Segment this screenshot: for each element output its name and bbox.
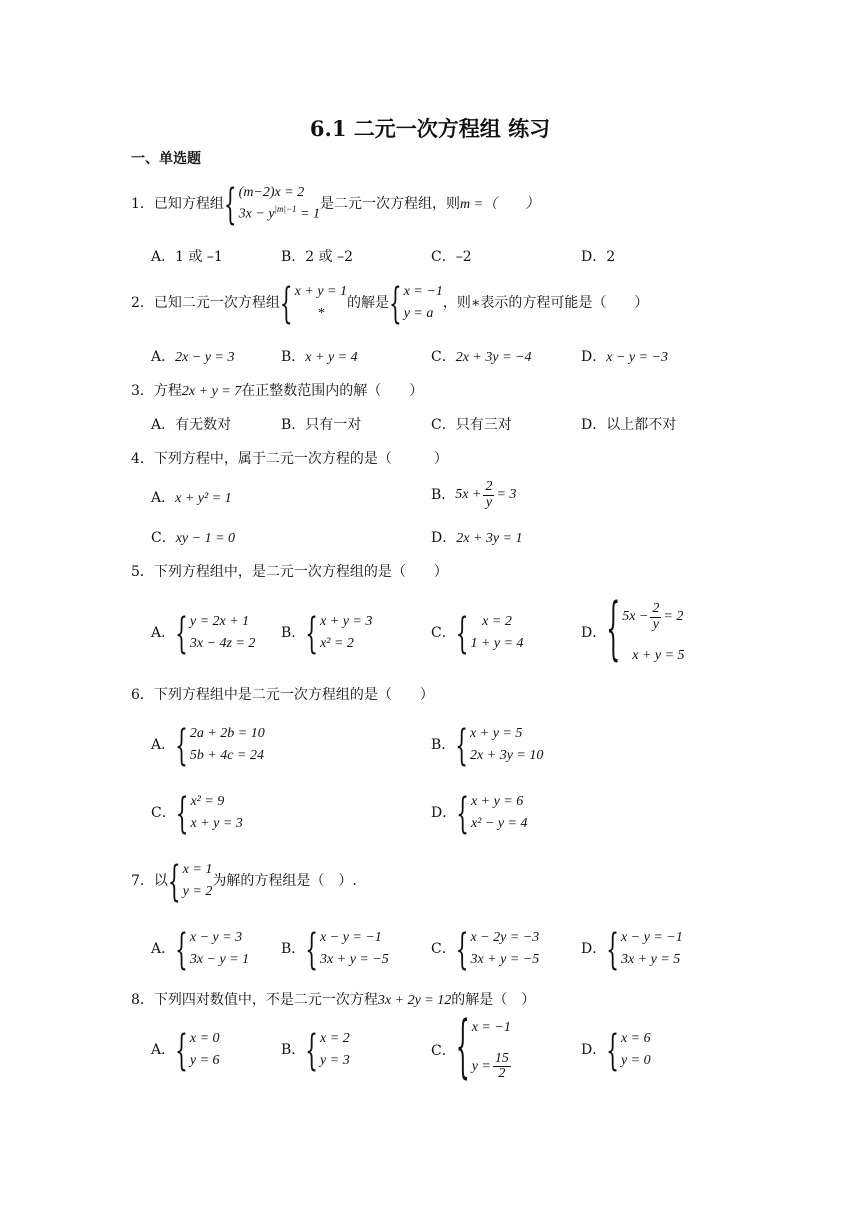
option-letter: A． (151, 941, 176, 957)
brace-icon: { (606, 1024, 619, 1076)
option-b[interactable] (281, 418, 361, 432)
question-text: ，则∗表示的方程可能是（ ） (442, 295, 649, 311)
inline-equation: 2x + y = 7 (181, 384, 242, 399)
system-line: x² = 9 (190, 794, 225, 809)
option-letter: A． (151, 625, 176, 641)
question-text: 是二元一次方程组，则 (320, 196, 461, 212)
option-letter: B． (281, 349, 306, 365)
option-letter: D． (431, 530, 457, 546)
equation-part: 5x − (622, 609, 649, 625)
system-line (472, 1052, 513, 1082)
solution-system (388, 277, 443, 329)
fraction-numerator: 15 (494, 1050, 509, 1066)
option-letter: D． (581, 349, 607, 365)
option-letter: C． (431, 1043, 456, 1059)
equation-system (175, 719, 265, 771)
option-letter: B． (281, 417, 306, 433)
question-number: 8． (131, 992, 154, 1008)
option-c[interactable] (431, 250, 472, 264)
question-number: 3． (131, 383, 154, 399)
system-line: x² = 2 (320, 635, 354, 651)
option-letter: A． (151, 737, 176, 753)
equation-system (606, 923, 683, 975)
option-letter: C． (151, 530, 176, 546)
system-line: 3x − 4z = 2 (189, 635, 256, 651)
option-a[interactable] (151, 350, 234, 365)
option-letter: C． (431, 417, 456, 433)
system-line: y = 0 (620, 1052, 651, 1068)
brace-icon: { (223, 178, 237, 230)
option-letter: A． (151, 490, 176, 506)
option-a[interactable] (151, 923, 250, 975)
system-line: x² − y = 4 (470, 815, 528, 831)
option-d[interactable] (581, 1024, 651, 1076)
option-letter: D． (581, 1042, 607, 1058)
brace-icon: { (388, 277, 402, 329)
option-d[interactable] (581, 418, 676, 432)
brace-icon: { (456, 787, 469, 839)
system-line: x = −1 (403, 284, 443, 299)
question-text: 下列方程组中是二元一次方程组的是（ ） (153, 687, 434, 703)
system-line: x = 0 (189, 1031, 220, 1046)
option-text: 有无数对 (175, 417, 232, 433)
equation-system (279, 277, 347, 329)
option-letter: A． (151, 417, 176, 433)
question-number: 1． (131, 196, 154, 212)
option-letter: A． (151, 1042, 176, 1058)
fraction (650, 602, 661, 632)
question-text: m =（ ） (460, 197, 540, 212)
option-letter: A． (151, 249, 176, 265)
question-text: 下列四对数值中，不是二元一次方程 (153, 992, 378, 1008)
question-text: 方程 (153, 383, 182, 399)
system-line: 3x + y = −5 (470, 951, 540, 967)
system-line: x + y = 5 (470, 726, 523, 741)
question-number: 4． (131, 451, 154, 467)
option-letter: C． (431, 625, 456, 641)
option-c[interactable] (431, 350, 532, 365)
option-d[interactable] (581, 592, 685, 671)
equation-system (455, 923, 540, 975)
system-line: 2a + 2b = 10 (189, 726, 265, 741)
option-b[interactable] (281, 250, 353, 264)
option-letter: C． (151, 805, 176, 821)
page-title: 6.1 二元一次方程组 练习 (309, 116, 551, 141)
option-c[interactable] (431, 607, 524, 659)
equation-system (305, 607, 373, 659)
option-text: 以上都不对 (606, 417, 677, 433)
equation-system (455, 607, 524, 659)
brace-icon: { (305, 1024, 319, 1076)
brace-icon: { (167, 855, 181, 907)
question-text: 下列方程组中，是二元一次方程组的是（ ） (153, 564, 448, 580)
brace-icon: { (279, 277, 293, 329)
option-letter: D． (431, 805, 457, 821)
system-line: 3x + y = 5 (620, 951, 681, 967)
equation-system (305, 923, 389, 975)
system-line: y = a (403, 305, 434, 321)
system-line: x = 1 (182, 862, 213, 877)
question-text: 在正整数范围内的解（ ） (241, 383, 424, 399)
system-line: y = 3 (320, 1052, 350, 1068)
brace-icon: { (455, 923, 469, 975)
option-text: = 3 (496, 487, 517, 503)
brace-icon: { (455, 607, 469, 659)
option-d[interactable] (431, 787, 528, 839)
brace-icon: { (305, 607, 319, 659)
option-text: x + y = 4 (305, 350, 358, 365)
system-line: x − 2y = −3 (470, 930, 540, 945)
option-b[interactable] (281, 607, 373, 659)
question-8 (131, 993, 535, 1008)
option-text: 2 (606, 249, 616, 265)
equation-system (456, 787, 528, 839)
equation-system (175, 1024, 220, 1076)
option-d[interactable] (431, 531, 523, 546)
option-letter: C． (431, 249, 456, 265)
option-text: 2x + 3y = −4 (455, 350, 532, 365)
question-6 (131, 688, 434, 702)
equation-system (455, 1010, 513, 1089)
option-letter: D． (581, 941, 607, 957)
option-letter: A． (151, 349, 176, 365)
equation-system (175, 787, 243, 839)
brace-icon: { (175, 923, 188, 975)
option-b[interactable] (431, 480, 516, 510)
question-number: 7． (131, 873, 154, 889)
option-letter: B． (281, 249, 306, 265)
question-3 (131, 384, 423, 399)
option-a[interactable] (151, 607, 256, 659)
system-line: 5b + 4c = 24 (189, 747, 264, 763)
option-letter: D． (581, 249, 607, 265)
question-text: 的解是（ ） (451, 992, 536, 1008)
brace-icon: { (455, 1010, 470, 1089)
system-line: 3x + y = −5 (320, 951, 389, 967)
equation-system (223, 178, 321, 230)
option-c[interactable] (431, 1010, 513, 1089)
brace-icon: { (305, 923, 319, 975)
system-line: x − y = −1 (620, 930, 683, 945)
option-letter: D． (581, 625, 607, 641)
brace-icon: { (455, 719, 469, 771)
system-line: x = −1 (471, 1020, 511, 1035)
option-text: xy − 1 = 0 (175, 531, 236, 546)
equation-system (175, 607, 256, 659)
option-letter: B． (281, 625, 306, 641)
option-text: x + y² = 1 (175, 491, 232, 506)
fraction-numerator: 2 (652, 601, 660, 616)
system-line: 2x + 3y = 10 (470, 747, 544, 763)
option-letter: B． (281, 941, 306, 957)
option-b[interactable] (281, 1024, 350, 1076)
option-d[interactable] (581, 923, 683, 975)
question-number: 2． (131, 295, 154, 311)
brace-icon: { (606, 592, 621, 671)
equation-system (606, 592, 685, 671)
question-5 (131, 565, 448, 579)
system-line: 1 + y = 4 (470, 635, 524, 651)
option-a[interactable] (151, 418, 231, 432)
option-letter: C． (431, 349, 456, 365)
system-line: y = 2x + 1 (189, 614, 250, 629)
question-text: 以 (153, 873, 168, 889)
option-text: 2x + 3y = 1 (456, 531, 523, 546)
option-letter: C． (431, 941, 456, 957)
option-b[interactable] (281, 923, 389, 975)
fraction (493, 1052, 511, 1082)
option-c[interactable] (431, 418, 512, 432)
system-line: (m−2)x = 2 (238, 185, 305, 200)
system-line: x + y = 1 (294, 284, 347, 299)
system-line: x + y = 6 (470, 794, 524, 809)
option-text: –2 (455, 249, 472, 265)
option-a[interactable] (151, 491, 232, 506)
option-text: 2x − y = 3 (175, 350, 235, 365)
option-d[interactable] (581, 250, 615, 264)
equation-part: = 2 (663, 609, 684, 625)
option-b[interactable] (431, 719, 544, 771)
option-letter: B． (431, 487, 456, 504)
question-7 (131, 855, 357, 907)
question-text: 下列方程中，属于二元一次方程的是（ ） (153, 451, 448, 467)
system-line: x = 6 (620, 1031, 651, 1046)
section-heading: 一、单选题 (131, 151, 201, 167)
solution-system (167, 855, 213, 907)
question-text: 的解是 (346, 295, 389, 311)
system-line: x = 2 (482, 614, 512, 629)
option-c[interactable] (151, 787, 243, 839)
option-text: 5x + (455, 487, 482, 503)
brace-icon: { (175, 1024, 188, 1076)
brace-icon: { (175, 607, 188, 659)
brace-icon: { (175, 787, 189, 839)
question-2 (131, 277, 649, 329)
brace-icon: { (606, 923, 619, 975)
option-letter: B． (431, 737, 456, 753)
option-d[interactable] (581, 350, 668, 365)
system-line: y = 6 (189, 1052, 220, 1068)
option-letter: B． (281, 1042, 306, 1058)
option-text: 只有一对 (305, 417, 362, 433)
question-1 (131, 178, 540, 230)
equation-system (305, 1024, 350, 1076)
system-line: 3x − y = 1 (189, 951, 250, 967)
fraction-denominator: 2 (498, 1066, 506, 1082)
option-a[interactable] (151, 250, 223, 264)
question-number: 6． (131, 687, 154, 703)
option-c[interactable] (151, 531, 235, 546)
system-line: y = 2 (182, 883, 213, 899)
system-line: x + y = 5 (632, 647, 685, 663)
option-a[interactable] (151, 1024, 220, 1076)
fraction-numerator: 2 (485, 479, 493, 494)
brace-icon: { (175, 719, 188, 771)
option-c[interactable] (431, 923, 540, 975)
fraction-denominator: y (652, 616, 660, 632)
question-4 (131, 452, 448, 466)
option-text: x − y = −3 (606, 350, 669, 365)
equation-system (175, 923, 250, 975)
system-line: x + y = 3 (320, 614, 373, 629)
option-text: 2 或 –2 (305, 249, 354, 265)
question-number: 5． (131, 564, 154, 580)
system-line: x − y = −1 (320, 930, 382, 945)
option-text: 只有三对 (455, 417, 512, 433)
system-line (622, 602, 684, 632)
equation-part: y = (471, 1058, 491, 1074)
option-b[interactable] (281, 350, 358, 365)
system-line: x + y = 3 (190, 815, 243, 831)
option-text: 1 或 –1 (175, 249, 223, 265)
question-text: 已知二元一次方程组 (153, 295, 280, 311)
equation-system (455, 719, 544, 771)
fraction (483, 480, 494, 510)
system-line: x = 2 (320, 1031, 350, 1046)
fraction-denominator: y (485, 494, 493, 510)
question-text: 已知方程组 (153, 196, 224, 212)
system-line: $3x - y^{|m|-1} = 1$ (238, 204, 321, 222)
system-line: x − y = 3 (189, 930, 243, 945)
inline-equation: 3x + 2y = 12 (377, 993, 452, 1008)
equation-system (606, 1024, 651, 1076)
system-line: * (317, 305, 325, 321)
option-letter: D． (581, 417, 607, 433)
question-text: 为解的方程组是（ ）. (212, 873, 357, 889)
option-a[interactable] (151, 719, 265, 771)
